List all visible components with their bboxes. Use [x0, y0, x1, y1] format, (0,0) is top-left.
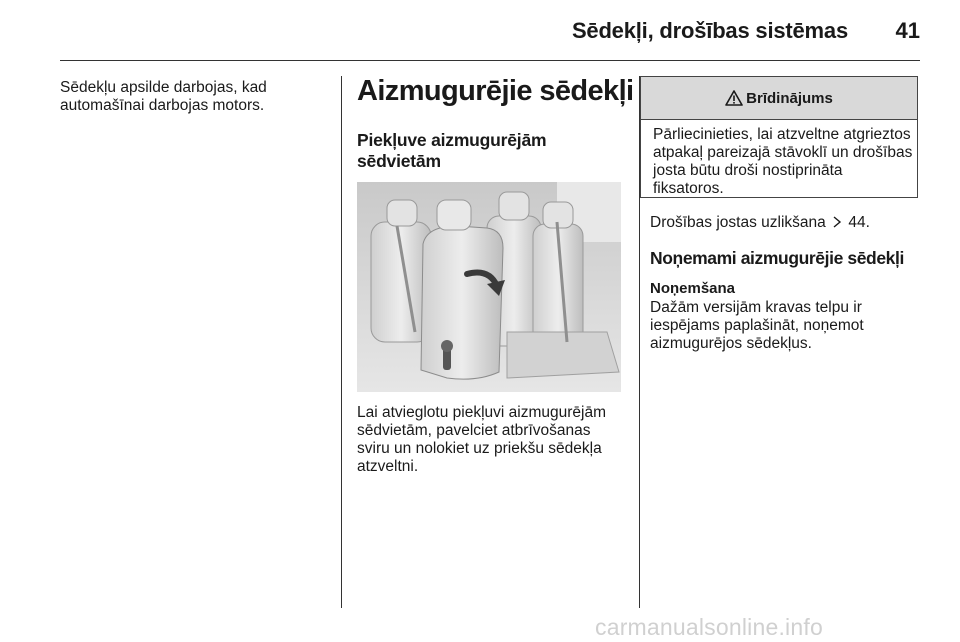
header-rule: [60, 60, 920, 61]
rear-seat-illustration: [357, 182, 621, 392]
warning-triangle-icon: [725, 90, 743, 106]
rear-access-instructions: Lai atvieglotu piekļuvi aizmugurējām sēdvietām, pavelciet atbrīvošanas sviru un nolokiet uz priekšu sēdekļa atzveltni.: [357, 404, 606, 475]
seatbelt-reference-text: Drošības jostas uzlikšana: [650, 214, 826, 231]
page-header-title: Sēdekļi, drošības sistēmas: [571, 18, 848, 43]
seatbelt-reference: [650, 214, 870, 232]
column-divider-1: [341, 76, 342, 608]
page-number: 41: [895, 18, 920, 43]
subheading-rear-access: Piekļuve aizmugurējām sēdvietām: [357, 130, 547, 171]
warning-title: Brīdinājums: [746, 89, 833, 107]
subheading-removal: Noņemšana: [650, 280, 736, 297]
page-reference-arrow-icon: [832, 216, 842, 228]
warning-box: [640, 76, 918, 198]
warning-header: [641, 77, 917, 120]
warning-text: Pārliecinieties, lai atzveltne atgrieztos atpakaļ pareizajā stāvoklī un drošības josta būtu droši nostiprināta fiksatoros.: [653, 126, 913, 197]
seatbelt-reference-page[interactable]: 44.: [848, 214, 870, 231]
watermark: carmanualsonline.info: [595, 614, 823, 640]
section-heading-rear-seats: Aizmugurējie sēdekļi: [357, 75, 634, 107]
section-heading-removable-seats: Noņemami aizmugurējie sēdekļi: [650, 248, 904, 268]
removal-text: Dažām versijām kravas telpu ir iespējams paplašināt, noņemot aizmugurējos sēdekļus.: [650, 299, 864, 352]
seat-heating-note: Sēdekļu apsilde darbojas, kad automašīnai darbojas motors.: [60, 79, 267, 114]
